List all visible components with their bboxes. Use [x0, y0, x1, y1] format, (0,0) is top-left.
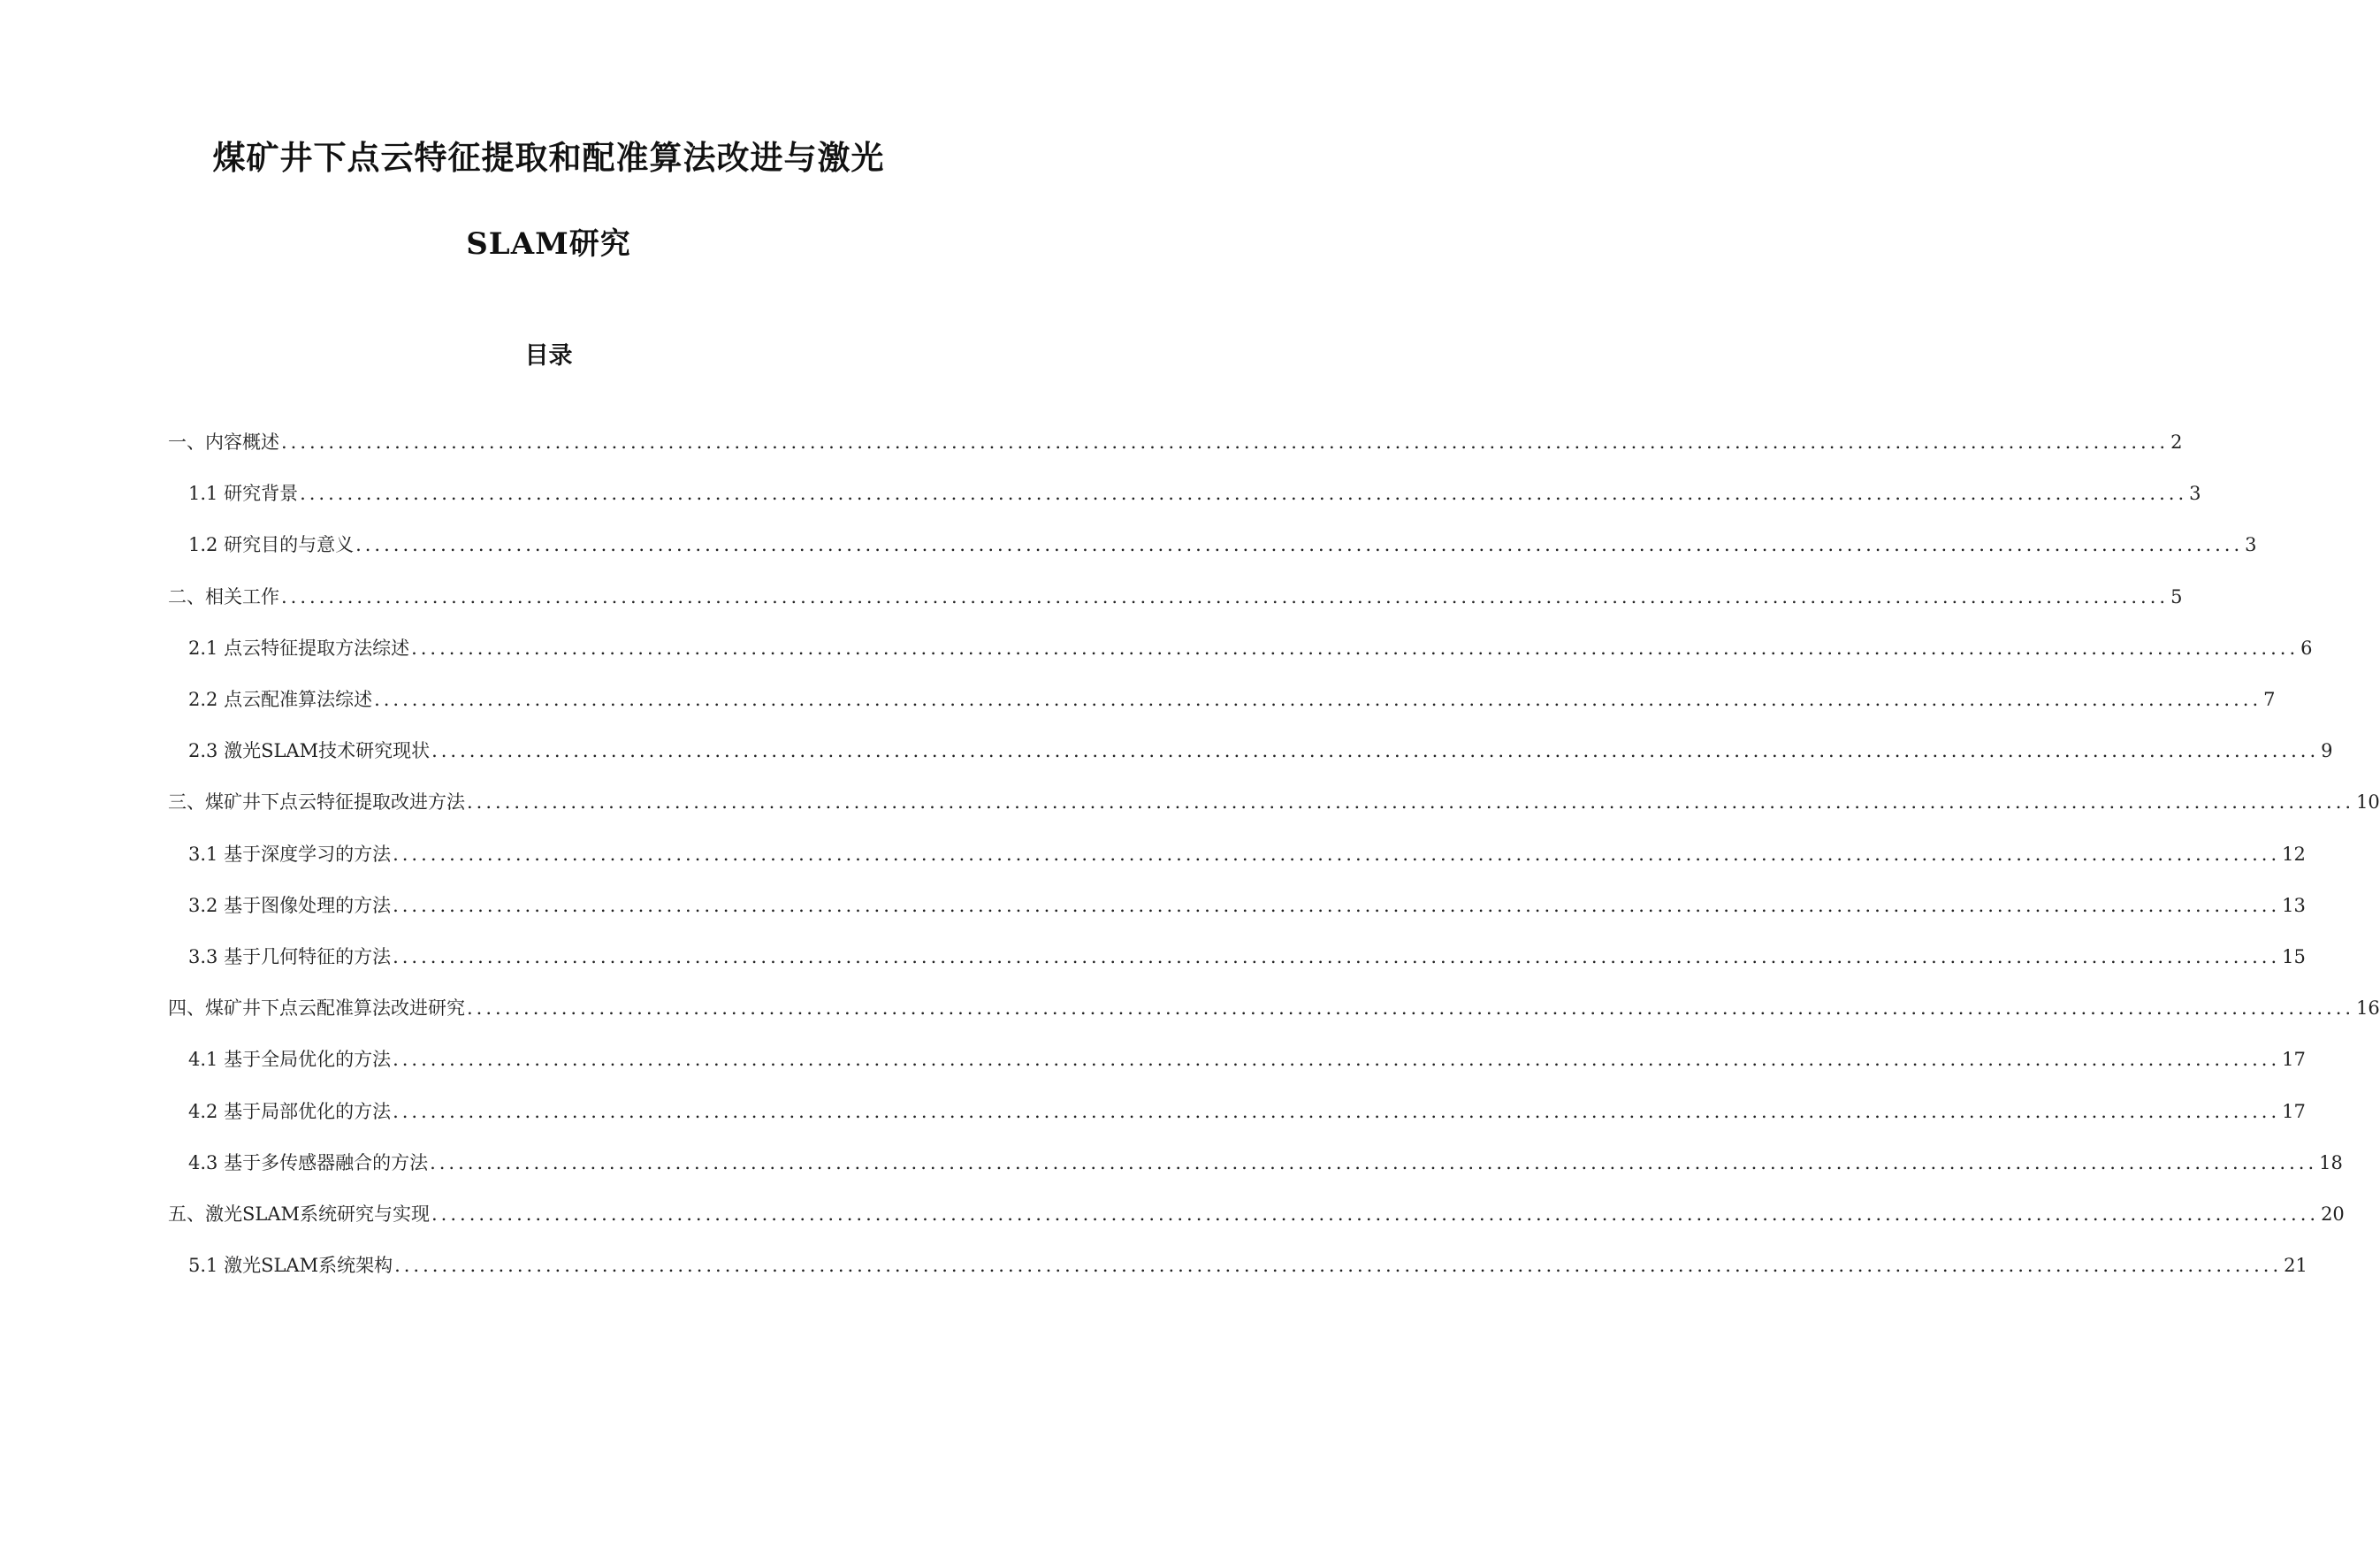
toc-entry-page-number: 21 [2284, 1255, 2308, 1277]
toc-entry[interactable] [188, 1097, 2306, 1133]
toc-entry[interactable] [188, 840, 2306, 875]
toc-entry[interactable] [168, 994, 2380, 1029]
toc-entry-title: 3.1 基于深度学习的方法 [188, 843, 392, 865]
toc-entry-title: 4.3 基于多传感器融合的方法 [188, 1151, 429, 1173]
toc-entry-page-number: 3 [2245, 534, 2257, 556]
toc-entry-page-number: 6 [2300, 637, 2313, 659]
toc-entry-page-number: 15 [2282, 946, 2306, 967]
document-title-line-2: SLAM研究 [466, 226, 631, 262]
toc-entry-title: 五、激光SLAM系统研究与实现 [168, 1203, 430, 1225]
toc-entry-title: 3.3 基于几何特征的方法 [188, 946, 392, 967]
toc-dot-leader: ........................................................................................................................................................................................................ [393, 843, 2281, 865]
toc-entry-title: 5.1 激光SLAM系统架构 [188, 1255, 393, 1277]
document-title-line-1: 煤矿井下点云特征提取和配准算法改进与激光 [212, 138, 885, 177]
toc-dot-leader: ........................................................................................................................................................................................................ [393, 946, 2281, 967]
toc-dot-leader: ........................................................................................................................................................................................................ [374, 689, 2262, 710]
toc-entry-title: 1.2 研究目的与意义 [188, 534, 355, 556]
toc-dot-leader: ........................................................................................................................................................................................................ [431, 740, 2320, 762]
toc-dot-leader: ........................................................................................................................................................................................................ [355, 534, 2244, 556]
toc-entry-title: 2.1 点云特征提取方法综述 [188, 637, 410, 659]
toc-entry-page-number: 3 [2189, 483, 2201, 505]
toc-entry-page-number: 9 [2321, 740, 2333, 762]
toc-entry-title: 三、煤矿井下点云特征提取改进方法 [168, 791, 465, 814]
toc-entry-title: 一、内容概述 [168, 432, 279, 453]
toc-entry[interactable] [188, 1251, 2308, 1287]
toc-entry[interactable] [188, 943, 2306, 978]
toc-entry[interactable] [168, 583, 2183, 618]
toc-entry[interactable] [188, 1149, 2343, 1184]
toc-entry-page-number: 13 [2282, 894, 2306, 916]
toc-entry[interactable] [188, 737, 2333, 772]
toc-entry-title: 2.3 激光SLAM技术研究现状 [188, 740, 431, 762]
toc-entry-page-number: 18 [2319, 1151, 2343, 1173]
toc-dot-leader: ........................................................................................................................................................................................................ [281, 585, 2170, 607]
toc-entry[interactable] [188, 1045, 2306, 1081]
toc-entry[interactable] [168, 1200, 2345, 1235]
toc-entry[interactable] [188, 479, 2201, 515]
toc-entry-title: 4.1 基于全局优化的方法 [188, 1049, 392, 1071]
toc-entry-page-number: 16 [2356, 997, 2380, 1020]
toc-dot-leader: ........................................................................................................................................................................................................ [467, 997, 2355, 1020]
toc-entry[interactable] [188, 634, 2313, 669]
toc-dot-leader: ........................................................................................................................................................................................................ [393, 1100, 2281, 1122]
toc-entry-title: 2.2 点云配准算法综述 [188, 689, 373, 710]
toc-entry-title: 二、相关工作 [168, 585, 279, 607]
toc-entry-title: 1.1 研究背景 [188, 483, 299, 505]
toc-entry[interactable] [168, 428, 2183, 463]
toc-entry-page-number: 17 [2282, 1049, 2306, 1071]
toc-entry-page-number: 20 [2321, 1203, 2345, 1225]
toc-dot-leader: ........................................................................................................................................................................................................ [300, 483, 2188, 505]
toc-dot-leader: ........................................................................................................................................................................................................ [281, 432, 2170, 453]
toc-entry-page-number: 10 [2356, 791, 2380, 814]
toc-entry-title: 4.2 基于局部优化的方法 [188, 1100, 392, 1122]
toc-entry[interactable] [188, 891, 2306, 927]
toc-entry[interactable] [168, 788, 2380, 823]
toc-entry-page-number: 7 [2263, 689, 2276, 710]
toc-entry-title: 四、煤矿井下点云配准算法改进研究 [168, 997, 465, 1020]
toc-entry-page-number: 12 [2282, 843, 2306, 865]
toc-dot-leader: ........................................................................................................................................................................................................ [393, 1049, 2281, 1071]
toc-dot-leader: ........................................................................................................................................................................................................ [430, 1151, 2318, 1173]
toc-entry[interactable] [188, 531, 2257, 566]
toc-dot-leader: ........................................................................................................................................................................................................ [393, 894, 2281, 916]
toc-heading: 目录 [524, 342, 573, 370]
toc-entry[interactable] [188, 685, 2276, 721]
toc-entry-page-number: 5 [2170, 585, 2183, 607]
toc-dot-leader: ........................................................................................................................................................................................................ [431, 1203, 2320, 1225]
toc-entry-page-number: 17 [2282, 1100, 2306, 1122]
toc-dot-leader: ........................................................................................................................................................................................................ [394, 1255, 2283, 1277]
toc-entry-title: 3.2 基于图像处理的方法 [188, 894, 392, 916]
toc-dot-leader: ........................................................................................................................................................................................................ [467, 791, 2355, 814]
toc-dot-leader: ........................................................................................................................................................................................................ [411, 637, 2300, 659]
toc-entry-page-number: 2 [2170, 432, 2183, 453]
